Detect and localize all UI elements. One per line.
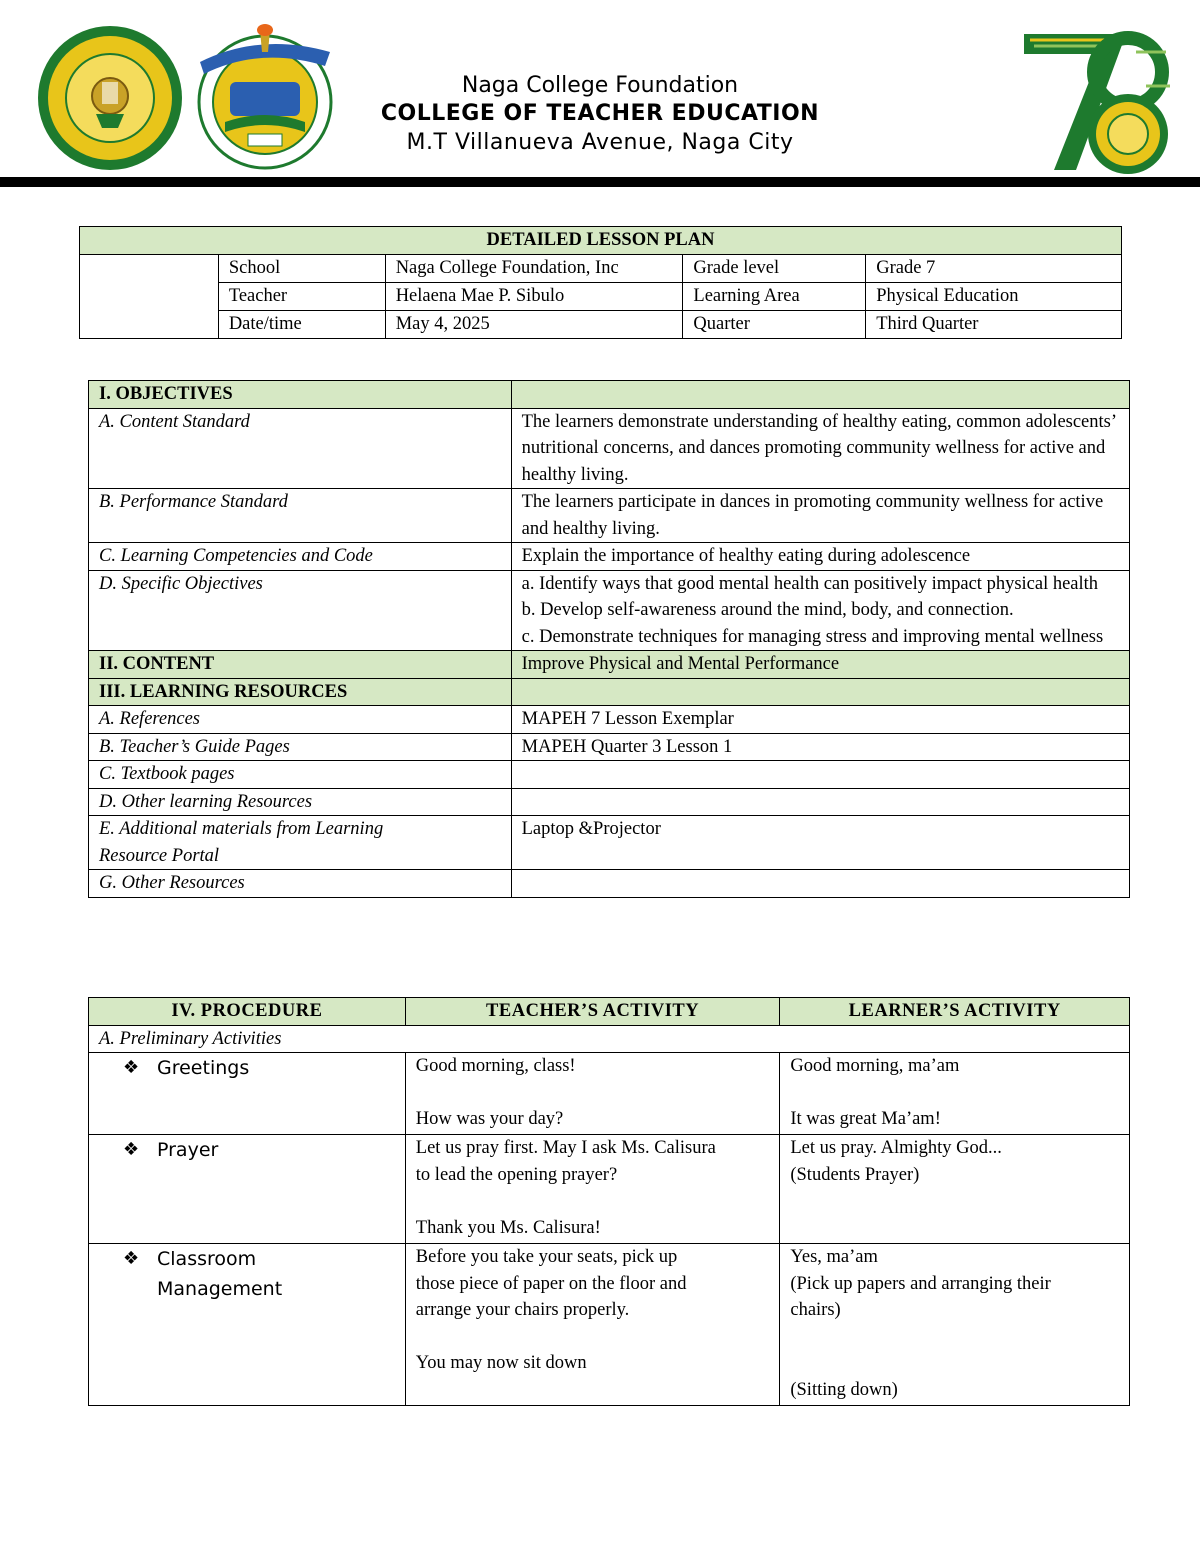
classroom-teacher-line: arrange your chairs properly. bbox=[415, 1300, 630, 1320]
info-value: Helaena Mae P. Sibulo bbox=[385, 283, 683, 311]
other-resources-label: G. Other Resources bbox=[89, 870, 512, 898]
classroom-teacher bbox=[405, 1244, 780, 1406]
greetings-learner bbox=[780, 1053, 1130, 1135]
info-label: Teacher bbox=[218, 283, 385, 311]
content-value: Improve Physical and Mental Performance bbox=[511, 651, 1129, 679]
empty-cell bbox=[511, 761, 1129, 789]
empty-cell bbox=[511, 870, 1129, 898]
competencies-value: Explain the importance of healthy eating during adolescence bbox=[511, 543, 1129, 571]
additional-materials-label-line1: E. Additional materials from Learning bbox=[99, 819, 384, 839]
prayer-learner-line: (Students Prayer) bbox=[790, 1164, 920, 1185]
objective-c: c. Demonstrate techniques for managing stress and improving mental wellness bbox=[521, 626, 1104, 647]
additional-materials-value: Laptop &Projector bbox=[511, 816, 1129, 870]
procedure-header: IV. PROCEDURE bbox=[89, 998, 406, 1026]
greetings-teacher-line: How was your day? bbox=[415, 1109, 564, 1129]
empty-cell bbox=[511, 678, 1129, 706]
greetings-teacher bbox=[405, 1053, 780, 1135]
section-learning-resources: III. LEARNING RESOURCES bbox=[89, 678, 512, 706]
prayer-label: Prayer bbox=[157, 1139, 219, 1161]
prayer-teacher-line: to lead the opening prayer? bbox=[415, 1164, 618, 1185]
classroom-learner-line: Yes, ma’am bbox=[790, 1247, 878, 1267]
greetings-learner-line: Good morning, ma’am bbox=[790, 1056, 960, 1076]
classroom-management-label: Classroom bbox=[157, 1248, 257, 1270]
textbook-pages-label: C. Textbook pages bbox=[89, 761, 512, 789]
prayer-teacher-line: Thank you Ms. Calisura! bbox=[415, 1217, 601, 1238]
prayer-teacher bbox=[405, 1135, 780, 1244]
classroom-management-cell bbox=[89, 1244, 406, 1406]
info-value: Grade 7 bbox=[866, 255, 1122, 283]
lesson-plan-title: DETAILED LESSON PLAN bbox=[80, 227, 1122, 255]
performance-standard-label: B. Performance Standard bbox=[89, 489, 512, 543]
greetings-teacher-line: Good morning, class! bbox=[415, 1056, 576, 1076]
college-name: Naga College Foundation bbox=[461, 73, 739, 98]
greetings-label: Greetings bbox=[157, 1057, 250, 1079]
preliminary-activities-label: A. Preliminary Activities bbox=[89, 1025, 1130, 1053]
content-standard-value: The learners demonstrate understanding of healthy eating, common adolescents’ nutritional concerns, and dances promoting community wellness for active and healthy living. bbox=[511, 408, 1129, 489]
additional-materials-label bbox=[89, 816, 512, 870]
info-label: Learning Area bbox=[683, 283, 866, 311]
info-label: Date/time bbox=[218, 311, 385, 339]
diamond-bullet-icon: ❖ bbox=[123, 1057, 140, 1078]
78th-anniversary-logo-icon bbox=[1016, 26, 1174, 178]
department-name: COLLEGE OF TEACHER EDUCATION bbox=[380, 101, 820, 126]
specific-objectives-value bbox=[511, 570, 1129, 651]
greetings-cell bbox=[89, 1053, 406, 1135]
prayer-learner-line: Let us pray. Almighty God... bbox=[790, 1138, 1002, 1158]
references-label: A. References bbox=[89, 706, 512, 734]
section-content: II. CONTENT bbox=[89, 651, 512, 679]
info-value: Third Quarter bbox=[866, 311, 1122, 339]
prayer-learner bbox=[780, 1135, 1130, 1244]
info-value: Naga College Foundation, Inc bbox=[385, 255, 683, 283]
info-value: May 4, 2025 bbox=[385, 311, 683, 339]
classroom-teacher-line: those piece of paper on the floor and bbox=[415, 1273, 687, 1294]
empty-cell bbox=[511, 381, 1129, 409]
classroom-learner bbox=[780, 1244, 1130, 1406]
other-learning-resources-label: D. Other learning Resources bbox=[89, 788, 512, 816]
lesson-plan-info-table bbox=[79, 226, 1122, 339]
classroom-teacher-line: You may now sit down bbox=[415, 1353, 587, 1373]
prayer-cell bbox=[89, 1135, 406, 1244]
specific-objectives-label: D. Specific Objectives bbox=[89, 570, 512, 651]
classroom-learner-line: chairs) bbox=[790, 1300, 841, 1320]
blank-cell bbox=[80, 255, 219, 339]
prayer-teacher-line: Let us pray first. May I ask Ms. Calisura bbox=[415, 1138, 716, 1158]
content-standard-label: A. Content Standard bbox=[89, 408, 512, 489]
page-header bbox=[0, 0, 1200, 190]
info-value: Physical Education bbox=[866, 283, 1122, 311]
competencies-label: C. Learning Competencies and Code bbox=[89, 543, 512, 571]
greetings-learner-line: It was great Ma’am! bbox=[790, 1109, 941, 1129]
empty-cell bbox=[511, 788, 1129, 816]
performance-standard-value: The learners participate in dances in promoting community wellness for active and healthy living. bbox=[511, 489, 1129, 543]
classroom-learner-line: (Sitting down) bbox=[790, 1379, 898, 1400]
info-label: Grade level bbox=[683, 255, 866, 283]
teachers-guide-value: MAPEH Quarter 3 Lesson 1 bbox=[511, 733, 1129, 761]
diamond-bullet-icon: ❖ bbox=[123, 1248, 140, 1269]
additional-materials-label-line2: Resource Portal bbox=[99, 845, 220, 866]
diamond-bullet-icon: ❖ bbox=[123, 1139, 140, 1160]
procedure-table bbox=[88, 997, 1130, 1406]
learner-activity-header: LEARNER’S ACTIVITY bbox=[780, 998, 1130, 1026]
info-label: Quarter bbox=[683, 311, 866, 339]
header-divider bbox=[0, 177, 1200, 187]
classroom-management-label: Management bbox=[157, 1278, 283, 1300]
section-objectives: I. OBJECTIVES bbox=[89, 381, 512, 409]
references-value: MAPEH 7 Lesson Exemplar bbox=[511, 706, 1129, 734]
college-address: M.T Villanueva Avenue, Naga City bbox=[406, 130, 794, 155]
classroom-teacher-line: Before you take your seats, pick up bbox=[415, 1247, 678, 1267]
teacher-activity-header: TEACHER’S ACTIVITY bbox=[405, 998, 780, 1026]
info-label: School bbox=[218, 255, 385, 283]
naga-college-seal-icon bbox=[36, 24, 184, 172]
classroom-learner-line: (Pick up papers and arranging their bbox=[790, 1273, 1051, 1294]
objective-a: a. Identify ways that good mental health can positively impact physical health bbox=[521, 573, 1099, 594]
objectives-table bbox=[88, 380, 1130, 898]
teachers-guide-label: B. Teacher’s Guide Pages bbox=[89, 733, 512, 761]
objective-b: b. Develop self-awareness around the mind, body, and connection. bbox=[521, 600, 1014, 620]
